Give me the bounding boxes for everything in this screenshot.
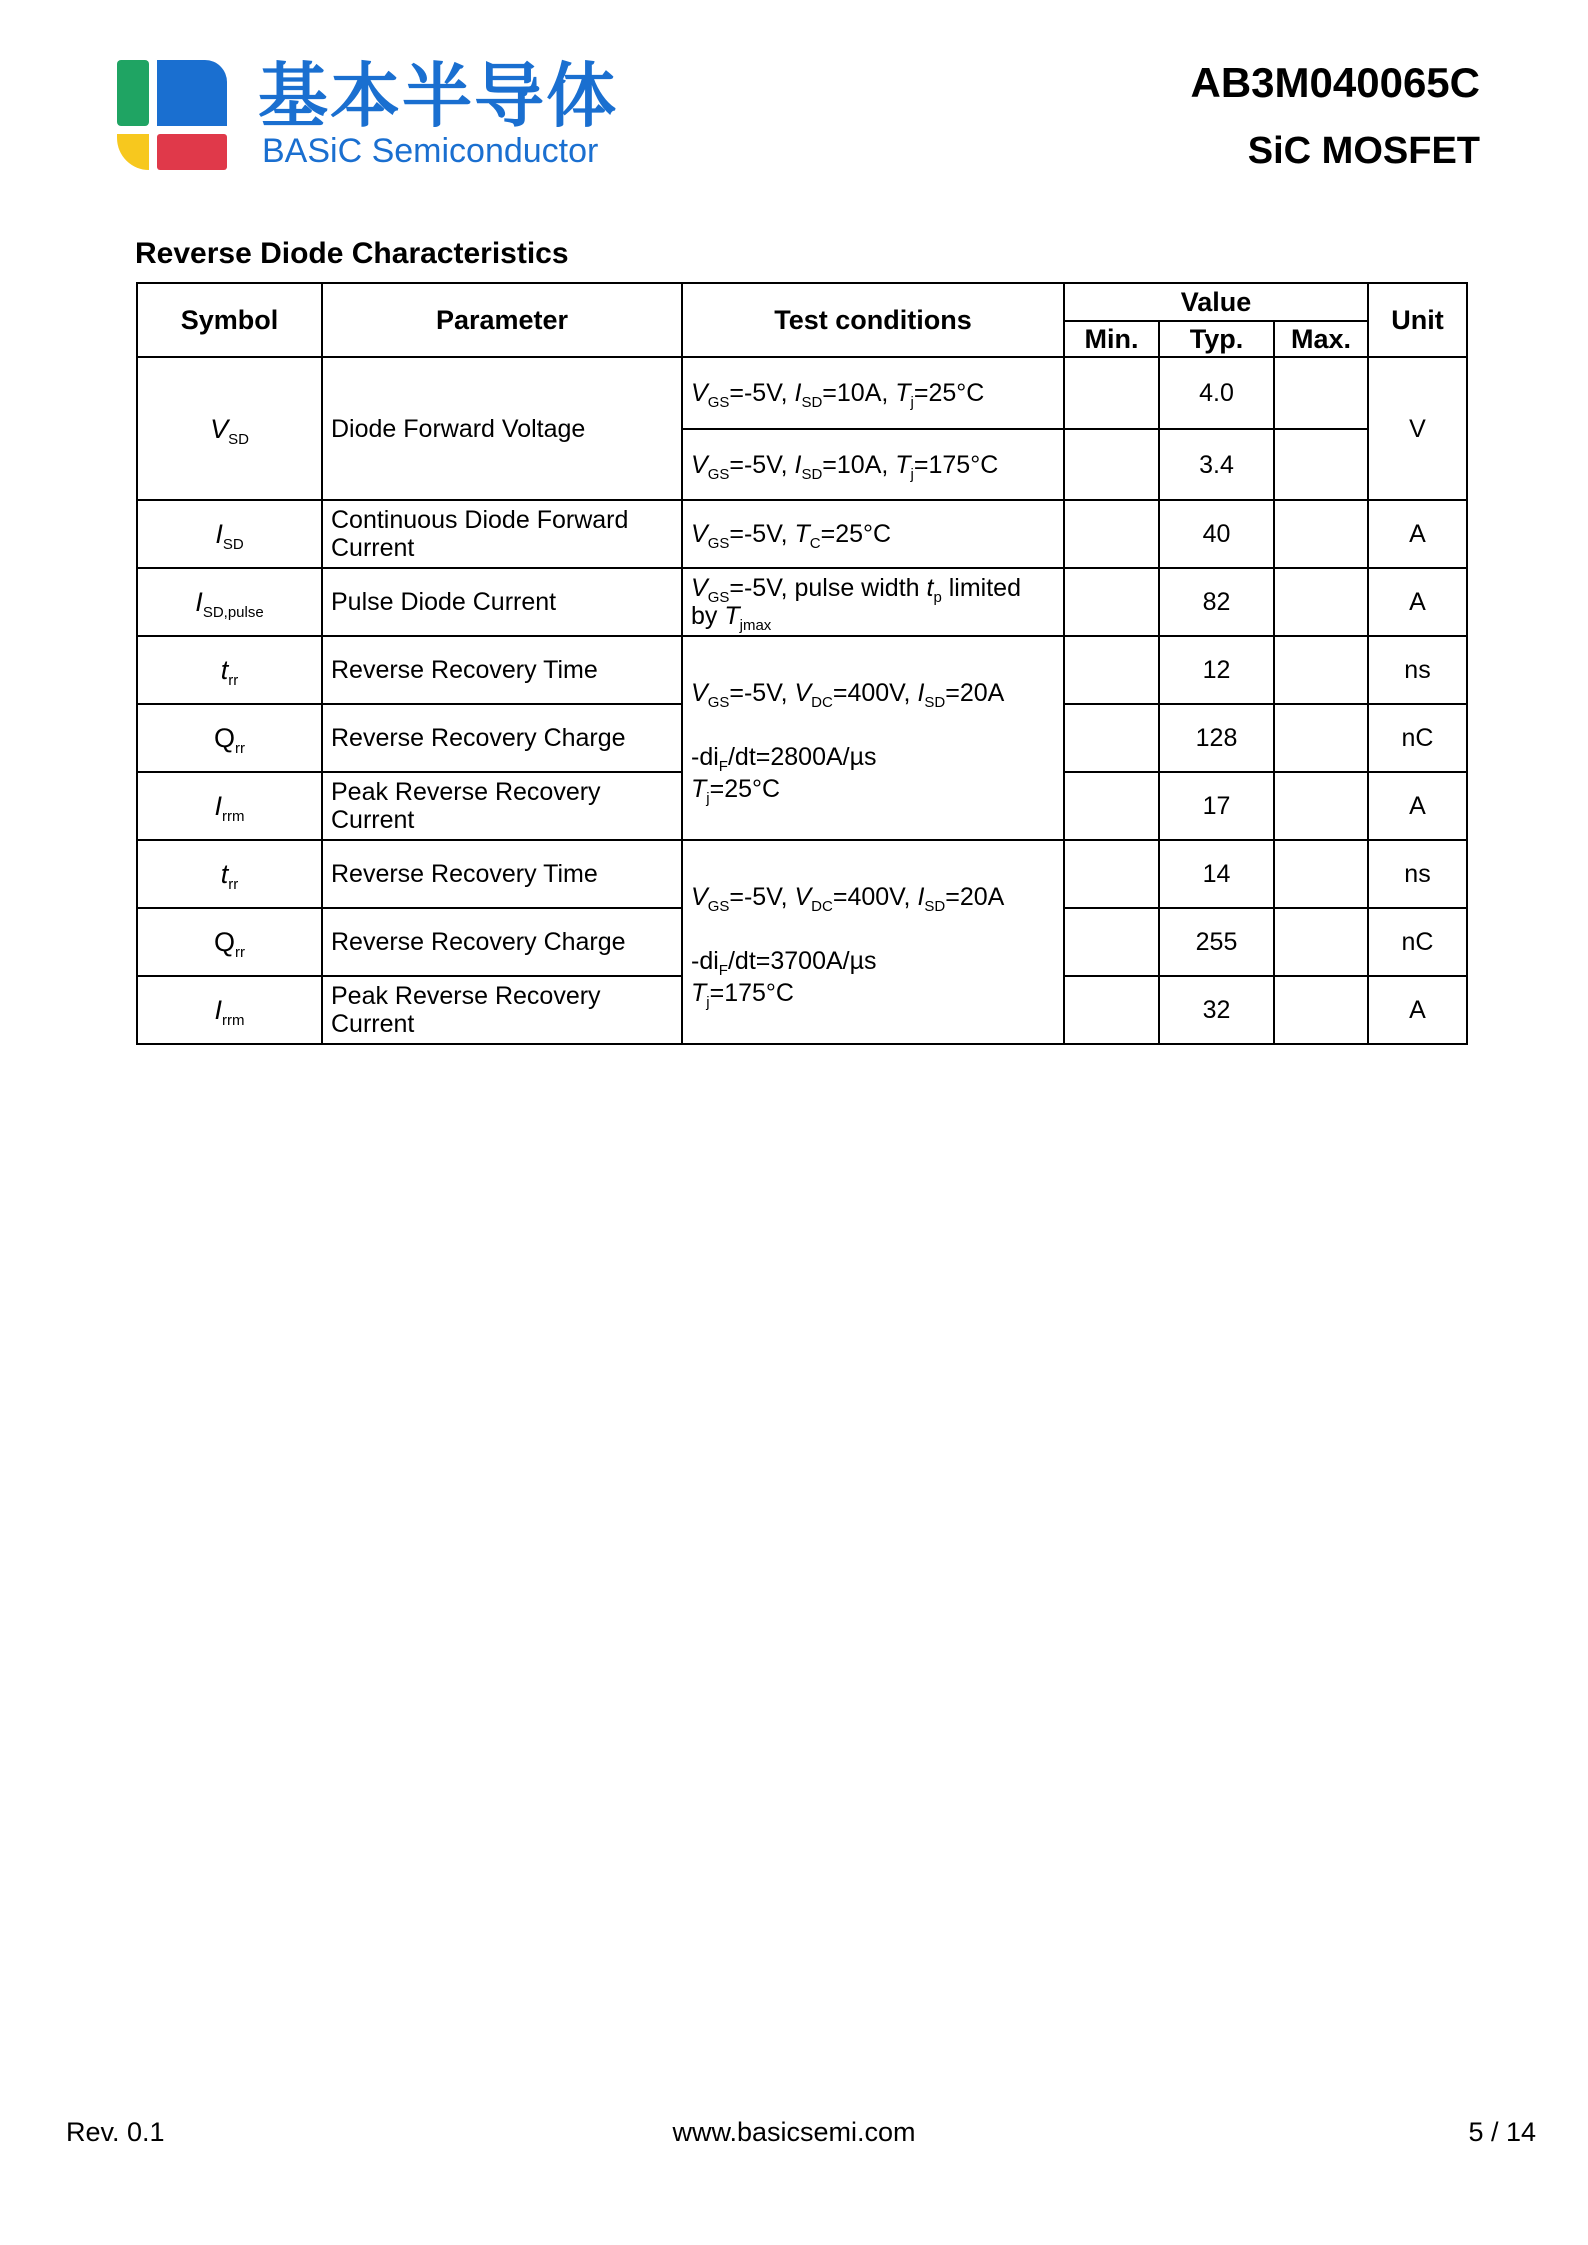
parameter-cell: Reverse Recovery Charge (322, 908, 682, 976)
unit-cell: nC (1368, 704, 1467, 772)
parameter-cell: Pulse Diode Current (322, 568, 682, 636)
unit-cell: A (1368, 976, 1467, 1044)
header-max: Max. (1274, 321, 1368, 357)
typ-cell: 12 (1159, 636, 1274, 704)
parameter-cell: Reverse Recovery Charge (322, 704, 682, 772)
company-logo (117, 60, 227, 170)
parameter-cell: Continuous Diode Forward Current (322, 500, 682, 568)
header-symbol: Symbol (137, 283, 322, 357)
condition-cell: $V_{GS}=-5V$, $I_{SD}=10A$, $T_j=175^\circ C$ (682, 429, 1064, 500)
max-cell (1274, 840, 1368, 908)
min-cell (1064, 429, 1159, 500)
table-header-row (137, 283, 1467, 321)
symbol-cell: $V_{SD}$ (137, 357, 322, 500)
typ-cell: 82 (1159, 568, 1274, 636)
logo-red-block (157, 134, 227, 170)
max-cell (1274, 772, 1368, 840)
header-typ: Typ. (1159, 321, 1274, 357)
footer-page-number: 5 / 14 (1468, 2117, 1536, 2147)
parameter-cell: Reverse Recovery Time (322, 840, 682, 908)
max-cell (1274, 500, 1368, 568)
symbol-cell: $I_{rrm}$ (137, 976, 322, 1044)
unit-cell: nC (1368, 908, 1467, 976)
condition-cell: $V_{GS}=-5V$, $V_{DC}=400V$, $I_{SD}=20A$ $-di_F/dt=2800A/\mu s$ $T_j=25^\circ C$ (682, 636, 1064, 840)
max-cell (1274, 704, 1368, 772)
max-cell (1274, 636, 1368, 704)
symbol-cell: $Q_{rr}$ (137, 908, 322, 976)
typ-cell: 128 (1159, 704, 1274, 772)
typ-cell: 40 (1159, 500, 1274, 568)
symbol-cell: $I_{rrm}$ (137, 772, 322, 840)
part-type: SiC MOSFET (1247, 130, 1480, 172)
brand-name-english: BASiC Semiconductor (262, 132, 599, 170)
symbol-cell: $I_{SD}$ (137, 500, 322, 568)
max-cell (1274, 976, 1368, 1044)
footer-revision: Rev. 0.1 (66, 2117, 165, 2147)
min-cell (1064, 568, 1159, 636)
part-number: AB3M040065C (1190, 59, 1480, 106)
brand-name-chinese: 基本半导体 (258, 55, 618, 137)
header-min: Min. (1064, 321, 1159, 357)
condition-cell: $V_{GS}=-5V$, $I_{SD}=10A$, $T_j=25^\circ C$ (682, 357, 1064, 429)
condition-cell: $V_{GS}=-5V$, pulse width $t_p$ limited by $T_{jmax}$ (682, 568, 1064, 636)
header-unit: Unit (1368, 283, 1467, 357)
reverse-diode-table (136, 282, 1468, 1045)
max-cell (1274, 908, 1368, 976)
parameter-cell: Peak Reverse Recovery Current (322, 976, 682, 1044)
min-cell (1064, 636, 1159, 704)
parameter-cell: Reverse Recovery Time (322, 636, 682, 704)
unit-cell: ns (1368, 636, 1467, 704)
typ-cell: 14 (1159, 840, 1274, 908)
table-row (137, 500, 1467, 568)
parameter-cell: Peak Reverse Recovery Current (322, 772, 682, 840)
typ-cell: 32 (1159, 976, 1274, 1044)
header-test-conditions: Test conditions (682, 283, 1064, 357)
condition-cell: $V_{GS}=-5V$, $V_{DC}=400V$, $I_{SD}=20A$ $-di_F/dt=3700A/\mu s$ $T_j=175^\circ C$ (682, 840, 1064, 1044)
symbol-cell: $t_{rr}$ (137, 636, 322, 704)
max-cell (1274, 568, 1368, 636)
parameter-cell: Diode Forward Voltage (322, 357, 682, 500)
min-cell (1064, 704, 1159, 772)
footer-website-link[interactable]: www.basicsemi.com (672, 2117, 916, 2147)
table-row (137, 636, 1467, 704)
typ-cell: 17 (1159, 772, 1274, 840)
header-value: Value (1064, 283, 1368, 321)
unit-cell: A (1368, 568, 1467, 636)
logo-blue-block (157, 60, 227, 126)
unit-cell: A (1368, 772, 1467, 840)
table-row (137, 840, 1467, 908)
symbol-cell: $Q_{rr}$ (137, 704, 322, 772)
table-row (137, 568, 1467, 636)
min-cell (1064, 976, 1159, 1044)
typ-cell: 255 (1159, 908, 1274, 976)
min-cell (1064, 772, 1159, 840)
symbol-cell: $I_{SD,pulse}$ (137, 568, 322, 636)
max-cell (1274, 429, 1368, 500)
min-cell (1064, 500, 1159, 568)
logo-green-block (117, 60, 149, 126)
unit-cell: ns (1368, 840, 1467, 908)
max-cell (1274, 357, 1368, 429)
min-cell (1064, 357, 1159, 429)
unit-cell: A (1368, 500, 1467, 568)
typ-cell: 4.0 (1159, 357, 1274, 429)
header-parameter: Parameter (322, 283, 682, 357)
min-cell (1064, 840, 1159, 908)
typ-cell: 3.4 (1159, 429, 1274, 500)
unit-cell: V (1368, 357, 1467, 500)
section-title: Reverse Diode Characteristics (135, 237, 569, 270)
min-cell (1064, 908, 1159, 976)
logo-yellow-block (117, 134, 149, 170)
condition-cell: $V_{GS}=-5V$, $T_C=25^\circ C$ (682, 500, 1064, 568)
symbol-cell: $t_{rr}$ (137, 840, 322, 908)
table-row (137, 357, 1467, 429)
